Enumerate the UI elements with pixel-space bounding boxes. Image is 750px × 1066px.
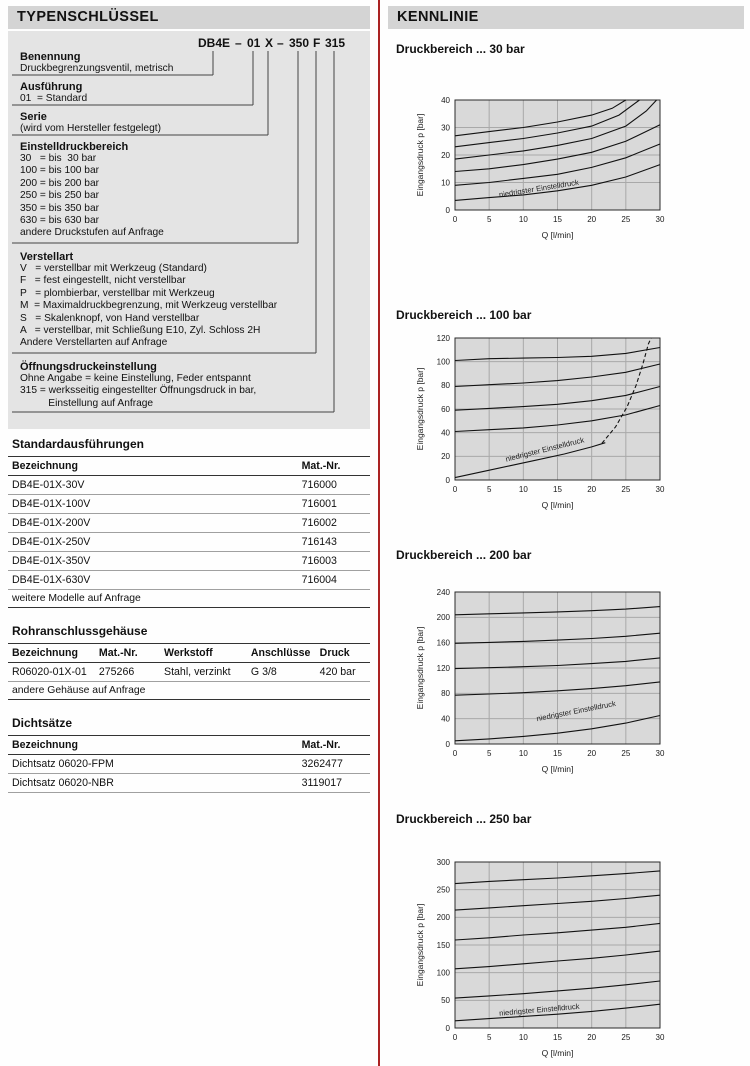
typekey-group-line: Einstellung auf Anfrage <box>20 397 154 409</box>
typekey-group-line: 250 = bis 250 bar <box>20 190 100 202</box>
table-footnote-row <box>8 590 370 608</box>
annotation: niedrigster Einstelldruck <box>498 177 580 200</box>
y-tick-label: 0 <box>445 739 450 749</box>
x-tick-label: 5 <box>486 1033 492 1042</box>
table-section-title: Dichtsätze <box>12 716 73 730</box>
table-cell: DB4E-01X-200V <box>8 514 298 533</box>
chart-200bar <box>393 584 683 787</box>
x-tick-label: 10 <box>518 1033 528 1042</box>
x-tick-label: 15 <box>553 485 562 494</box>
x-tick-label: 25 <box>621 485 631 494</box>
x-axis-label: Q [l/min] <box>541 500 574 510</box>
y-tick-label: 10 <box>441 178 450 188</box>
typekey-group-line: Andere Verstellarten auf Anfrage <box>20 337 168 349</box>
typekey-group-line: V = verstellbar mit Werkzeug (Standard) <box>20 263 207 274</box>
table-row <box>8 552 370 571</box>
y-tick-label: 80 <box>441 689 450 699</box>
y-tick-label: 200 <box>436 613 450 623</box>
chart-100bar <box>393 330 683 523</box>
table-cell: 716000 <box>298 476 370 495</box>
typekey-group-line: (wird vom Hersteller festgelegt) <box>20 123 161 134</box>
y-tick-label: 150 <box>436 940 450 950</box>
y-tick-label: 20 <box>441 452 450 462</box>
y-tick-label: 40 <box>441 714 450 724</box>
chart-30bar <box>393 92 683 253</box>
typekey-group-line: A = verstellbar, mit Schließung E10, Zyl. Schloss 2H <box>20 325 261 337</box>
x-tick-label: 30 <box>655 485 665 494</box>
table-row <box>8 495 370 514</box>
table-cell: DB4E-01X-250V <box>8 533 298 552</box>
typekey-group-line: 01 = Standard <box>20 93 88 104</box>
table-cell: Stahl, verzinkt <box>160 663 247 682</box>
annotation: niedrigster Einstelldruck <box>535 698 617 724</box>
y-tick-label: 80 <box>441 381 450 391</box>
x-tick-label: 20 <box>587 485 597 494</box>
typecode-part: F <box>313 36 321 50</box>
typecode-part: 315 <box>325 36 346 50</box>
table-footnote: weitere Modelle auf Anfrage <box>8 590 370 608</box>
x-tick-label: 10 <box>518 215 528 224</box>
typekey-group-title: Einstelldruckbereich <box>20 141 129 153</box>
typekey-group-line: F = fest eingestellt, nicht verstellbar <box>20 275 186 287</box>
chart-title-250bar: Druckbereich ... 250 bar <box>396 812 532 826</box>
typekey-group-line: M = Maximaldruckbegrenzung, mit Werkzeug verstellbar <box>20 300 278 312</box>
table-cell: R06020-01X-01 <box>8 663 95 682</box>
table-row <box>8 476 370 495</box>
typekey-group-title: Benennung <box>20 51 81 63</box>
x-tick-label: 20 <box>587 1033 597 1042</box>
table-header-cell: Mat.-Nr. <box>298 457 370 476</box>
y-tick-label: 0 <box>445 475 450 485</box>
table-header-cell: Anschlüsse <box>247 644 316 663</box>
typekey-group-title: Verstellart <box>20 251 74 263</box>
typekey-group-line: P = plombierbar, verstellbar mit Werkzeug <box>20 287 215 299</box>
typekey-group-line: 200 = bis 200 bar <box>20 177 100 189</box>
table-cell: 716143 <box>298 533 370 552</box>
table-cell: 3262477 <box>298 755 370 774</box>
table-row <box>8 774 370 793</box>
y-axis-label: Eingangsdruck p [bar] <box>415 903 425 987</box>
y-axis-label: Eingangsdruck p [bar] <box>415 626 425 710</box>
y-tick-label: 160 <box>436 638 450 648</box>
table-section <box>8 624 370 700</box>
chart-svg <box>393 584 683 782</box>
table-cell: 420 bar <box>316 663 370 682</box>
table-section <box>8 437 370 608</box>
typekey-group-line: 315 = werksseitig eingestellter Öffnungsdruck in bar, <box>20 385 257 397</box>
y-axis-label: Eingangsdruck p [bar] <box>415 113 425 197</box>
x-tick-label: 30 <box>655 1033 665 1042</box>
table-row <box>8 663 370 682</box>
data-table <box>8 735 370 793</box>
table-header-cell: Bezeichnung <box>8 736 298 755</box>
chart-title-200bar: Druckbereich ... 200 bar <box>396 548 532 562</box>
table-cell: DB4E-01X-630V <box>8 571 298 590</box>
y-tick-label: 20 <box>441 150 450 160</box>
table-header-cell: Werkstoff <box>160 644 247 663</box>
y-tick-label: 100 <box>436 357 450 367</box>
x-axis-label: Q [l/min] <box>541 764 574 774</box>
table-header-cell: Bezeichnung <box>8 644 95 663</box>
table-footnote: andere Gehäuse auf Anfrage <box>8 682 370 700</box>
table-cell: 716003 <box>298 552 370 571</box>
y-tick-label: 40 <box>441 428 450 438</box>
y-tick-label: 0 <box>445 205 450 215</box>
typecode-part: 01 <box>247 36 261 50</box>
table-cell: DB4E-01X-30V <box>8 476 298 495</box>
annotation: niedrigster Einstelldruck <box>504 435 586 464</box>
x-tick-label: 25 <box>621 215 631 224</box>
chart-250bar <box>393 854 683 1066</box>
table-cell: 3119017 <box>298 774 370 793</box>
typekey-group-line: Druckbegrenzungsventil, metrisch <box>20 63 174 74</box>
table-section <box>8 716 370 793</box>
typekey-group-line: andere Druckstufen auf Anfrage <box>20 227 164 239</box>
y-tick-label: 250 <box>436 885 450 895</box>
typekey-group <box>20 81 364 105</box>
typekey-group-line: 30 = bis 30 bar <box>20 153 97 164</box>
chart-title-100bar: Druckbereich ... 100 bar <box>396 308 532 322</box>
y-tick-label: 120 <box>436 333 450 343</box>
data-table <box>8 456 370 608</box>
typekey-group-line: 100 = bis 100 bar <box>20 165 100 177</box>
typecode-part: – <box>277 36 284 50</box>
table-section-title: Rohranschlussgehäuse <box>12 624 148 638</box>
typekey-group-line: 350 = bis 350 bar <box>20 202 100 214</box>
chart-title-30bar: Druckbereich ... 30 bar <box>396 42 525 56</box>
typekey-group-line: Ohne Angabe = keine Einstellung, Feder entspannt <box>20 373 251 384</box>
chart-svg <box>393 854 683 1066</box>
annotation: niedrigster Einstelldruck <box>498 1001 580 1018</box>
table-section-title: Standardausführungen <box>12 437 145 451</box>
x-tick-label: 0 <box>452 749 458 758</box>
table-header-cell: Mat.-Nr. <box>298 736 370 755</box>
data-table <box>8 643 370 700</box>
typekey-group <box>20 111 364 135</box>
x-tick-label: 10 <box>518 485 528 494</box>
x-tick-label: 0 <box>452 1033 458 1042</box>
x-tick-label: 30 <box>655 215 665 224</box>
table-cell: 716001 <box>298 495 370 514</box>
y-tick-label: 120 <box>436 663 450 673</box>
typecode-part: X <box>265 36 274 50</box>
y-tick-label: 300 <box>436 857 450 867</box>
x-tick-label: 30 <box>655 749 665 758</box>
table-cell: Dichtsatz 06020-FPM <box>8 755 298 774</box>
table-cell: 716002 <box>298 514 370 533</box>
typekey-group-title: Serie <box>20 111 47 123</box>
table-cell: G 3/8 <box>247 663 316 682</box>
x-tick-label: 20 <box>587 215 597 224</box>
typekey-group-title: Ausführung <box>20 81 83 93</box>
left-column <box>8 6 370 809</box>
x-tick-label: 5 <box>486 749 492 758</box>
x-tick-label: 15 <box>553 749 562 758</box>
x-tick-label: 0 <box>452 215 458 224</box>
x-tick-label: 25 <box>621 749 631 758</box>
table-row <box>8 755 370 774</box>
y-tick-label: 240 <box>436 587 450 597</box>
table-row <box>8 571 370 590</box>
table-cell: DB4E-01X-100V <box>8 495 298 514</box>
typecode-part: DB4E <box>198 36 231 50</box>
table-cell: DB4E-01X-350V <box>8 552 298 571</box>
right-column <box>388 6 744 1058</box>
y-tick-label: 200 <box>436 913 450 923</box>
x-tick-label: 25 <box>621 1033 631 1042</box>
column-divider <box>378 0 380 1066</box>
typekey-group-line: S = Skalenknopf, von Hand verstellbar <box>20 312 200 324</box>
typekey-group-line: 630 = bis 630 bar <box>20 215 100 227</box>
table-row <box>8 533 370 552</box>
x-tick-label: 5 <box>486 485 492 494</box>
table-row <box>8 514 370 533</box>
typekey-group <box>20 141 364 240</box>
table-cell: Dichtsatz 06020-NBR <box>8 774 298 793</box>
x-tick-label: 15 <box>553 215 562 224</box>
x-tick-label: 10 <box>518 749 528 758</box>
typekey-group <box>20 361 364 410</box>
table-footnote-row <box>8 682 370 700</box>
y-tick-label: 40 <box>441 95 450 105</box>
y-tick-label: 30 <box>441 123 450 133</box>
table-header-cell: Mat.-Nr. <box>95 644 160 663</box>
y-tick-label: 0 <box>445 1023 450 1033</box>
kennlinie-header: KENNLINIE <box>388 6 744 29</box>
x-axis-label: Q [l/min] <box>541 1048 574 1058</box>
y-axis-label: Eingangsdruck p [bar] <box>415 367 425 451</box>
x-tick-label: 20 <box>587 749 597 758</box>
typenschluessel-header: TYPENSCHLÜSSEL <box>8 6 370 29</box>
typekey-group <box>20 51 364 75</box>
y-tick-label: 100 <box>436 968 450 978</box>
table-cell: 275266 <box>95 663 160 682</box>
chart-svg <box>393 92 683 248</box>
typekey-box <box>8 31 370 429</box>
typecode-part: – <box>235 36 242 50</box>
typekey-group-title: Öffnungsdruckeinstellung <box>20 361 157 373</box>
left-tables <box>8 437 370 793</box>
typecode-part: 350 <box>289 36 310 50</box>
y-tick-label: 60 <box>441 404 450 414</box>
y-tick-label: 50 <box>441 996 450 1006</box>
table-header-cell: Druck <box>316 644 370 663</box>
x-tick-label: 0 <box>452 485 458 494</box>
typekey-group <box>20 251 364 350</box>
x-axis-label: Q [l/min] <box>541 230 574 240</box>
table-cell: 716004 <box>298 571 370 590</box>
x-tick-label: 15 <box>553 1033 562 1042</box>
table-header-cell: Bezeichnung <box>8 457 298 476</box>
chart-svg <box>393 330 683 518</box>
x-tick-label: 5 <box>486 215 492 224</box>
